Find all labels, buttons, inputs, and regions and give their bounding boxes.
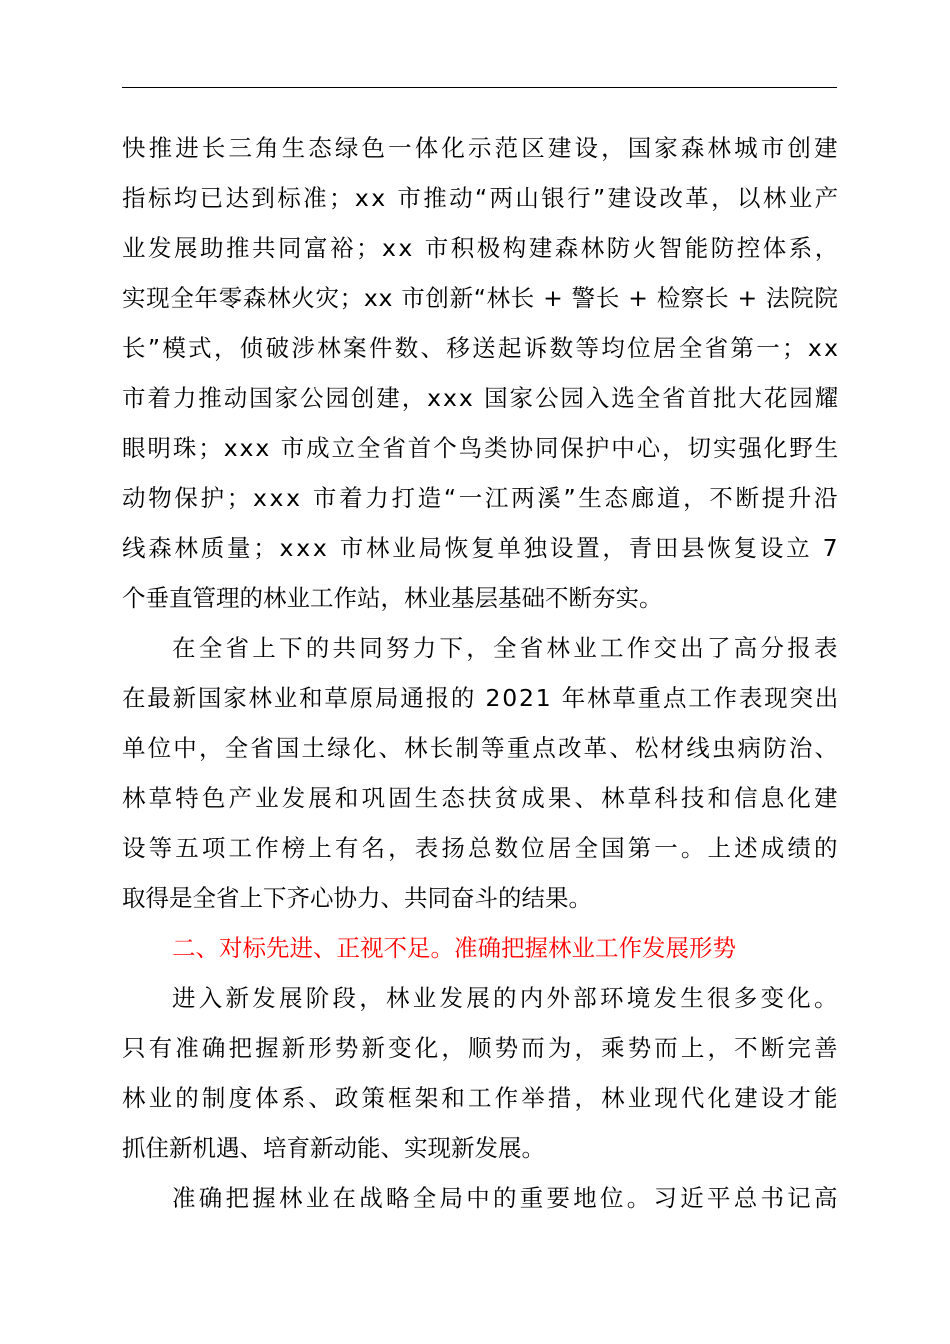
text-line: 林草特色产业发展和巩固生态扶贫成果、林草科技和信息化建	[122, 784, 841, 812]
header-rule	[122, 87, 837, 88]
text-line: 线森林质量；xxx 市林业局恢复单独设置，青田县恢复设立 7	[122, 534, 841, 562]
text-line: 个垂直管理的林业工作站，林业基层基础不断夯实。	[122, 584, 663, 612]
text-line: 在全省上下的共同努力下，全省林业工作交出了高分报表	[172, 634, 841, 662]
document-body	[122, 123, 841, 1223]
text-line: 业发展助推共同富裕；xx 市积极构建森林防火智能防控体系，	[122, 234, 841, 262]
text-line: 准确把握林业在战略全局中的重要地位。习近平总书记高	[172, 1184, 841, 1212]
text-line: 只有准确把握新形势新变化，顺势而为，乘势而上，不断完善	[122, 1034, 841, 1062]
section-heading: 二、对标先进、正视不足。准确把握林业工作发展形势	[172, 934, 736, 962]
text-line: 在最新国家林业和草原局通报的 2021 年林草重点工作表现突出	[122, 684, 841, 712]
text-line: 眼明珠；xxx 市成立全省首个鸟类协同保护中心，切实强化野生	[122, 434, 841, 462]
text-line: 快推进长三角生态绿色一体化示范区建设，国家森林城市创建	[122, 134, 841, 162]
text-line: 取得是全省上下齐心协力、共同奋斗的结果。	[122, 884, 592, 912]
text-line: 动物保护；xxx 市着力打造“一江两溪”生态廊道，不断提升沿	[122, 484, 841, 512]
text-line: 长”模式，侦破涉林案件数、移送起诉数等均位居全省第一；xx	[122, 334, 841, 362]
text-line: 实现全年零森林火灾；xx 市创新“林长 + 警长 + 检察长 + 法院院	[122, 284, 839, 312]
text-line: 指标均已达到标准；xx 市推动“两山银行”建设改革，以林业产	[122, 184, 841, 212]
text-line: 林业的制度体系、政策框架和工作举措，林业现代化建设才能	[122, 1084, 841, 1112]
text-line: 单位中，全省国土绿化、林长制等重点改革、松材线虫病防治、	[122, 734, 841, 762]
text-line: 市着力推动国家公园创建，xxx 国家公园入选全省首批大花园耀	[122, 384, 841, 412]
text-line: 抓住新机遇、培育新动能、实现新发展。	[122, 1134, 545, 1162]
text-line: 进入新发展阶段，林业发展的内外部环境发生很多变化。	[172, 984, 841, 1012]
text-line: 设等五项工作榜上有名，表扬总数位居全国第一。上述成绩的	[122, 834, 841, 862]
